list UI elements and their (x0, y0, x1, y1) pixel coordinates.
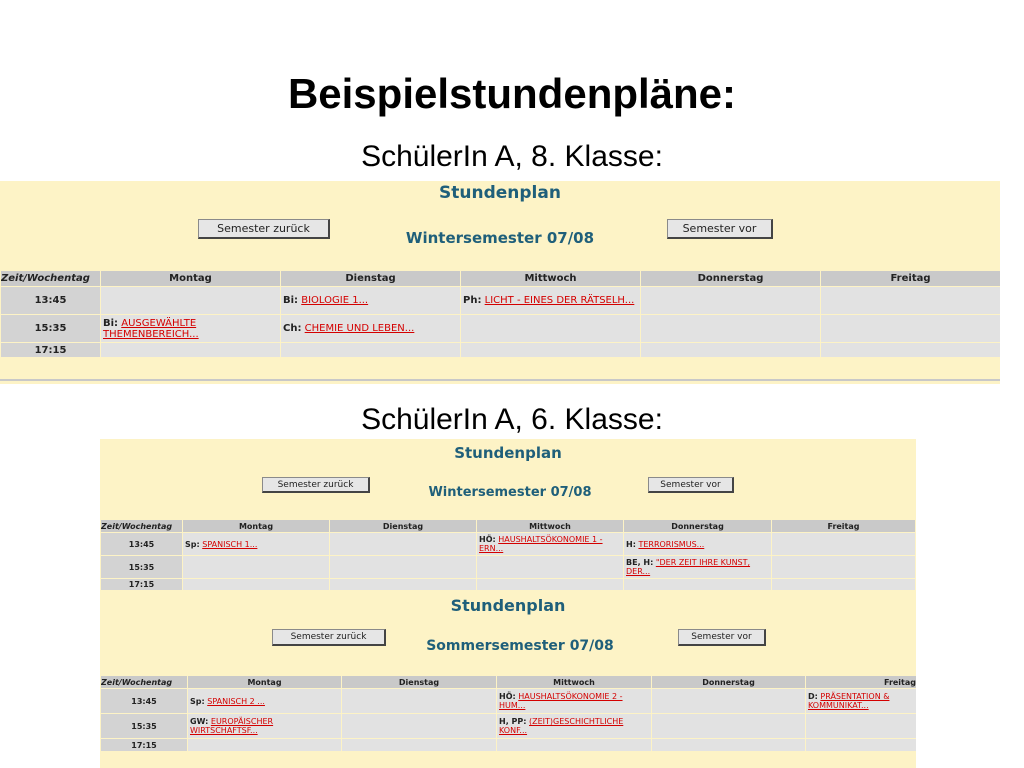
header-mittwoch: Mittwoch (461, 271, 640, 286)
subject-code: Ch: (283, 323, 302, 334)
time-cell: 13:45 (1, 287, 100, 314)
course-link[interactable]: LICHT - EINES DER RÄTSELH... (484, 295, 635, 306)
header-montag: Montag (183, 520, 329, 532)
lesson-cell (281, 343, 460, 357)
table-row (1, 315, 1000, 342)
header-dienstag: Dienstag (342, 676, 496, 688)
course-link[interactable]: "DER ZEIT IHRE KUNST, DER... (626, 558, 751, 576)
semester-back-button[interactable]: Semester zurück (198, 219, 330, 239)
header-mittwoch: Mittwoch (497, 676, 651, 688)
lesson-cell (821, 287, 1000, 314)
header-donnerstag: Donnerstag (624, 520, 771, 532)
time-cell: 15:35 (1, 315, 100, 342)
table-row (1, 287, 1000, 314)
header-zeit: Zeit/Wochentag (101, 676, 187, 688)
table-row (101, 533, 915, 555)
header-dienstag: Dienstag (281, 271, 460, 286)
lesson-cell (183, 579, 329, 590)
subtitle-8-klasse: SchülerIn A, 8. Klasse: (361, 140, 663, 173)
lesson-cell (641, 343, 820, 357)
table-row (101, 579, 915, 590)
semester-back-button[interactable]: Semester zurück (262, 477, 370, 493)
course-link[interactable]: EUROPÄISCHER WIRTSCHAFTSF... (190, 717, 274, 735)
header-donnerstag: Donnerstag (652, 676, 805, 688)
time-cell: 13:45 (101, 533, 182, 555)
lesson-cell (101, 343, 280, 357)
header-montag: Montag (188, 676, 341, 688)
course-link[interactable]: CHEMIE UND LEBEN... (304, 323, 415, 334)
subject-code: Sp: (190, 696, 205, 706)
panel-divider (0, 379, 1000, 381)
course-link[interactable]: TERRORISMUS... (638, 539, 705, 549)
lesson-cell (101, 287, 280, 314)
lesson-cell (183, 533, 329, 555)
lesson-cell (342, 714, 496, 738)
time-cell: 15:35 (101, 714, 187, 738)
time-cell: 17:15 (101, 739, 187, 751)
course-link[interactable]: BIOLOGIE 1... (301, 295, 369, 306)
header-mittwoch: Mittwoch (477, 520, 623, 532)
subject-code: GW: (190, 717, 209, 726)
lesson-cell (330, 556, 476, 578)
lesson-cell (477, 533, 623, 555)
course-link[interactable]: SPANISCH 2 ... (207, 696, 265, 706)
subject-code: Ph: (463, 295, 482, 306)
lesson-cell (497, 689, 651, 713)
timetable-a6-winter (100, 439, 916, 593)
time-cell: 15:35 (101, 556, 182, 578)
lesson-cell (641, 287, 820, 314)
semester-forward-button[interactable]: Semester vor (678, 629, 766, 646)
lesson-cell (188, 689, 341, 713)
semester-label: Wintersemester 07/08 (428, 485, 592, 500)
time-cell: 17:15 (1, 343, 100, 357)
subject-code: D: (808, 692, 818, 701)
lesson-cell (342, 689, 496, 713)
timetable-title: Stundenplan (439, 183, 561, 203)
lesson-cell (772, 533, 915, 555)
lesson-cell (624, 533, 771, 555)
lesson-cell (281, 315, 460, 342)
lesson-cell (652, 689, 805, 713)
table-row (101, 689, 916, 713)
subject-code: HÖ: (479, 535, 496, 544)
slide-title: Beispielstundenpläne: (287, 70, 737, 117)
lesson-cell (641, 315, 820, 342)
timetable-grid (100, 675, 916, 752)
lesson-cell (624, 579, 771, 590)
course-link[interactable]: HAUSHALTSÖKONOMIE 1 - ERN... (479, 535, 603, 553)
lesson-cell (821, 315, 1000, 342)
timetable-a6-summer (100, 593, 916, 768)
semester-label: Sommersemester 07/08 (426, 638, 614, 654)
subject-code: Sp: (185, 539, 200, 549)
lesson-cell (806, 739, 916, 751)
lesson-cell (806, 689, 916, 713)
header-zeit: Zeit/Wochentag (1, 271, 100, 286)
header-freitag: Freitag (806, 676, 916, 688)
course-link[interactable]: SPANISCH 1... (202, 539, 258, 549)
lesson-cell (330, 533, 476, 555)
header-dienstag: Dienstag (330, 520, 476, 532)
lesson-cell (821, 343, 1000, 357)
lesson-cell (183, 556, 329, 578)
header-zeit: Zeit/Wochentag (101, 520, 182, 532)
semester-forward-button[interactable]: Semester vor (667, 219, 773, 239)
lesson-cell (772, 579, 915, 590)
lesson-cell (624, 556, 771, 578)
timetable-a8-winter (0, 181, 1000, 384)
lesson-cell (477, 556, 623, 578)
lesson-cell (330, 579, 476, 590)
lesson-cell (342, 739, 496, 751)
time-cell: 13:45 (101, 689, 187, 713)
header-freitag: Freitag (821, 271, 1000, 286)
lesson-cell (101, 315, 280, 342)
course-link[interactable]: (ZEIT)GESCHICHTLICHE KONF... (499, 717, 624, 735)
lesson-cell (281, 287, 460, 314)
header-row (1, 271, 1000, 286)
semester-forward-button[interactable]: Semester vor (648, 477, 734, 493)
header-row (101, 520, 915, 532)
subject-code: H: (626, 539, 636, 549)
table-row (101, 739, 916, 751)
lesson-cell (477, 579, 623, 590)
table-row (101, 556, 915, 578)
lesson-cell (188, 714, 341, 738)
course-link[interactable]: AUSGEWÄHLTE THEMENBEREICH... (103, 317, 199, 340)
subtitle-6-klasse: SchülerIn A, 6. Klasse: (361, 403, 663, 436)
course-link[interactable]: HAUSHALTSÖKONOMIE 2 - HUM... (499, 692, 623, 710)
time-cell: 17:15 (101, 579, 182, 590)
header-freitag: Freitag (772, 520, 915, 532)
semester-back-button[interactable]: Semester zurück (272, 629, 386, 646)
lesson-cell (188, 739, 341, 751)
timetable-title: Stundenplan (450, 596, 566, 615)
timetable-grid (100, 519, 916, 591)
subject-code: BE, H: (626, 558, 654, 567)
header-row (101, 676, 916, 688)
header-donnerstag: Donnerstag (641, 271, 820, 286)
lesson-cell (461, 343, 640, 357)
header-montag: Montag (101, 271, 280, 286)
semester-label: Wintersemester 07/08 (405, 229, 595, 247)
subject-code: Bi: (103, 317, 119, 329)
timetable-grid (0, 270, 1000, 358)
lesson-cell (461, 315, 640, 342)
lesson-cell (652, 739, 805, 751)
lesson-cell (497, 714, 651, 738)
timetable-title: Stundenplan (454, 444, 562, 462)
lesson-cell (652, 714, 805, 738)
subject-code: HÖ: (499, 692, 516, 701)
lesson-cell (806, 714, 916, 738)
lesson-cell (772, 556, 915, 578)
lesson-cell (497, 739, 651, 751)
table-row (101, 714, 916, 738)
course-link[interactable]: PRÄSENTATION & KOMMUNIKAT... (808, 692, 890, 710)
lesson-cell (461, 287, 640, 314)
subject-code: H, PP: (499, 717, 527, 726)
table-row (1, 343, 1000, 357)
subject-code: Bi: (283, 295, 299, 306)
